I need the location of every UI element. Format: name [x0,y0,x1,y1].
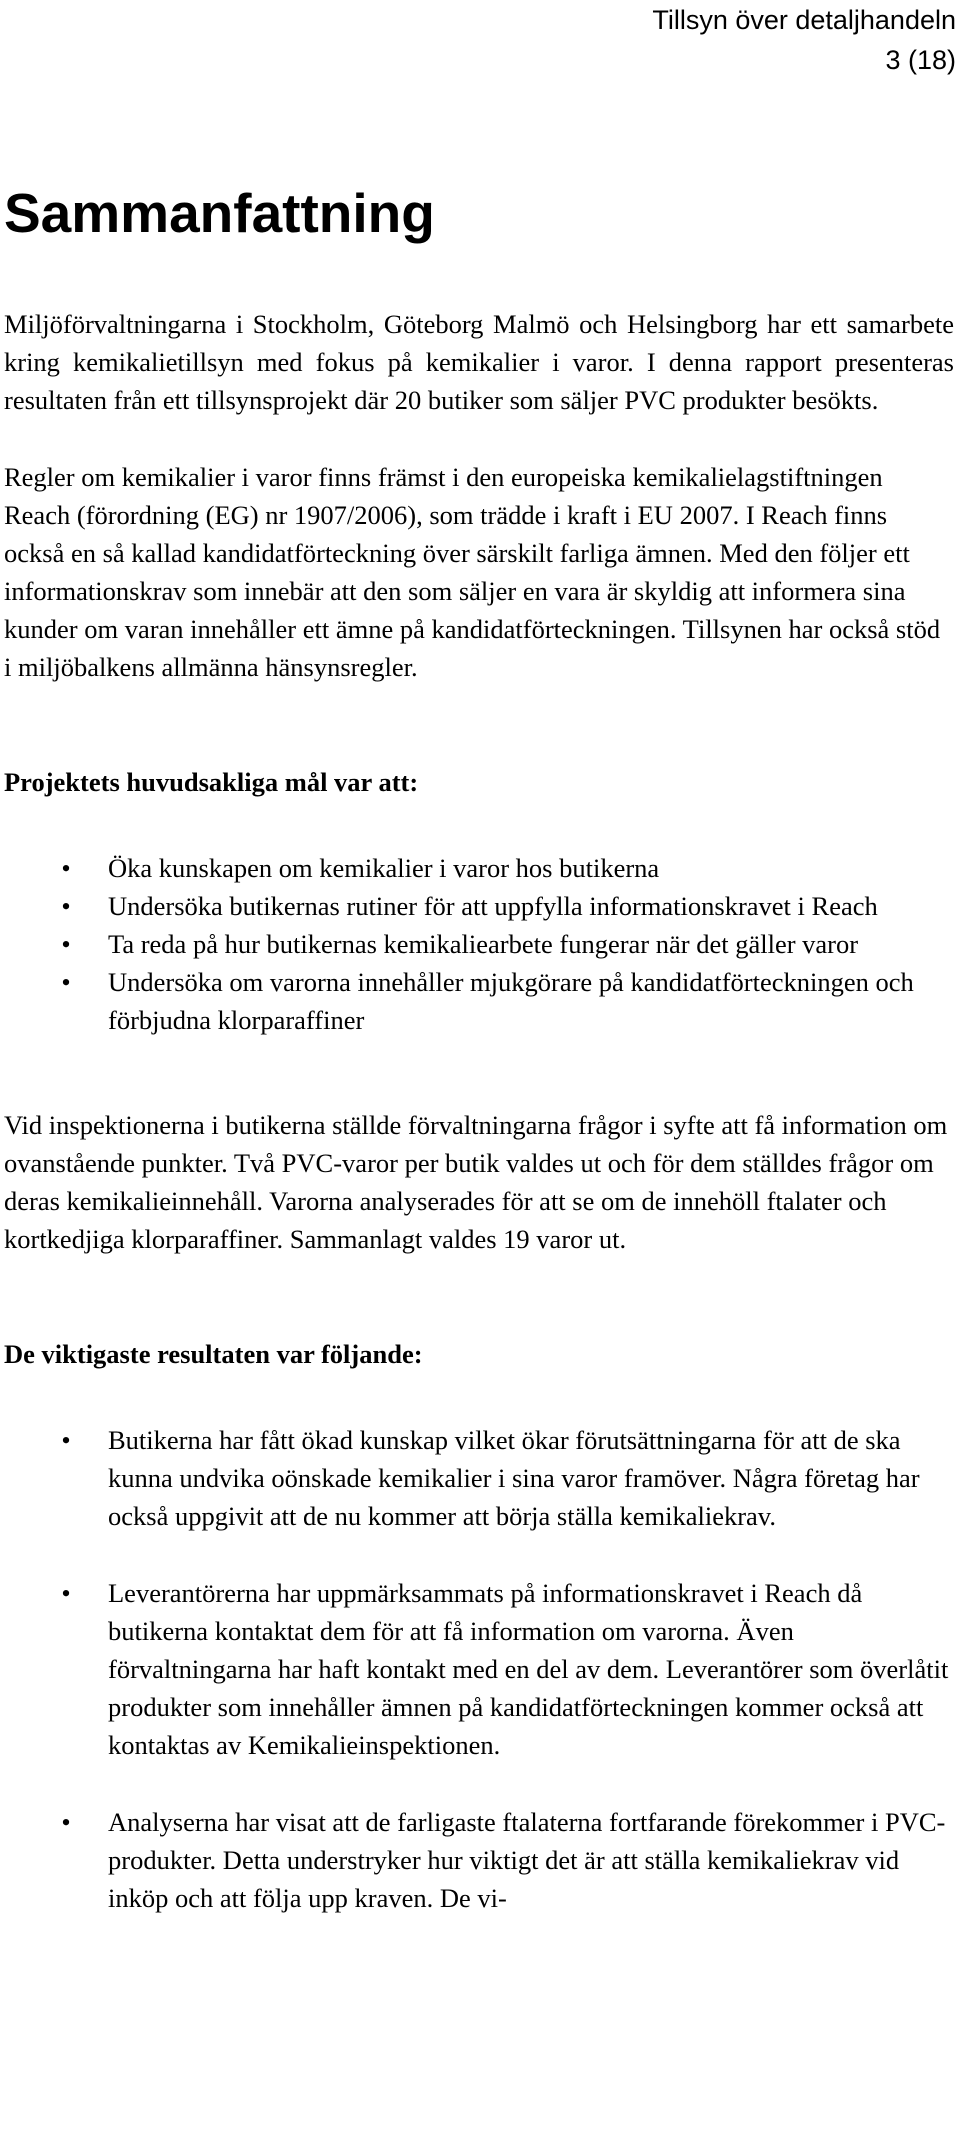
results-list [4,1421,954,1917]
list-item-text: Öka kunskapen om kemikalier i varor hos butikerna [108,853,660,883]
list-item [4,1803,954,1917]
method-paragraph: Vid inspektionerna i butikerna ställde förvaltningarna frågor i syfte att få information om ovanstående punkter. Två PVC-varor per butik valdes ut och för dem ställdes frågor om deras kemikalieinnehåll. Varorna analyserades för att se om de innehöll ftalater och kortkedjiga klorparaffiner. Sammanlagt valdes 19 varor ut. [4,1110,948,1254]
intro-paragraph-2: Regler om kemikalier i varor finns främst i den europeiska kemikalielagstiftningen Reach (förordning (EG) nr 1907/2006), som trädde i kraft i EU 2007. I Reach finns också en så kallad kandidatförteckning över särskilt farliga ämnen. Med den följer ett informationskrav som innebär att den som säljer en vara är skyldig att informera sina kunder om varan innehåller ett ämne på kandidatförteckningen. Tillsynen har också stöd i miljöbalkens allmänna hänsynsregler. [4,462,941,682]
list-item-text: Undersöka butikernas rutiner för att uppfylla informationskravet i Reach [108,891,878,921]
header-document-title: Tillsyn över detaljhandeln [652,5,956,35]
list-item-text: Undersöka om varorna innehåller mjukgörare på kandidatförteckningen och förbjudna klorparaffiner [108,967,914,1035]
goals-list [4,849,954,1039]
list-item-text: Analyserna har visat att de farligaste ftalaterna fortfarande förekommer i PVC-produkter. Detta understryker hur viktigt det är att ställa kemikaliekrav vid inköp och att följa upp kraven. De vi- [108,1807,946,1913]
list-item [4,887,954,925]
list-item-text: Leverantörerna har uppmärksammats på informationskravet i Reach då butikerna kontaktat dem för att få information om varorna. Även förvaltningarna har haft kontakt med en del av dem. Leverantörer som överlåtit produkter som innehåller ämnen på kandidatförteckningen kommer också att kontaktas av Kemikalieinspektionen. [108,1578,949,1760]
bullet-icon: • [61,967,71,997]
list-item-text: Butikerna har fått ökad kunskap vilket ökar förutsättningarna för att de ska kunna undvika oönskade kemikalier i sina varor framöver. Några företag har också uppgivit att de nu kommer att börja ställa kemikaliekrav. [108,1425,920,1531]
goals-heading: Projektets huvudsakliga mål var att: [4,767,419,797]
page-title: Sammanfattning [4,182,435,244]
bullet-icon: • [61,853,71,883]
bullet-icon: • [61,929,71,959]
bullet-icon: • [61,1425,71,1455]
results-heading: De viktigaste resultaten var följande: [4,1339,423,1369]
header-page-number: 3 (18) [885,45,956,75]
list-item [4,1574,954,1764]
list-item [4,1421,954,1535]
list-item-text: Ta reda på hur butikernas kemikaliearbete fungerar när det gäller varor [108,929,859,959]
document-body [4,305,954,1917]
list-item [4,849,954,887]
list-item [4,963,954,1039]
page-header [652,0,956,80]
bullet-icon: • [61,1578,71,1608]
intro-paragraph-1: Miljöförvaltningarna i Stockholm, Göteborg Malmö och Helsingborg har ett samarbete kring kemikalietillsyn med fokus på kemikalier i varor. I denna rapport presenteras resultaten från ett tillsynsprojekt där 20 butiker som säljer PVC produkter besökts. [4,309,954,415]
bullet-icon: • [61,1807,71,1837]
list-item [4,925,954,963]
bullet-icon: • [61,891,71,921]
